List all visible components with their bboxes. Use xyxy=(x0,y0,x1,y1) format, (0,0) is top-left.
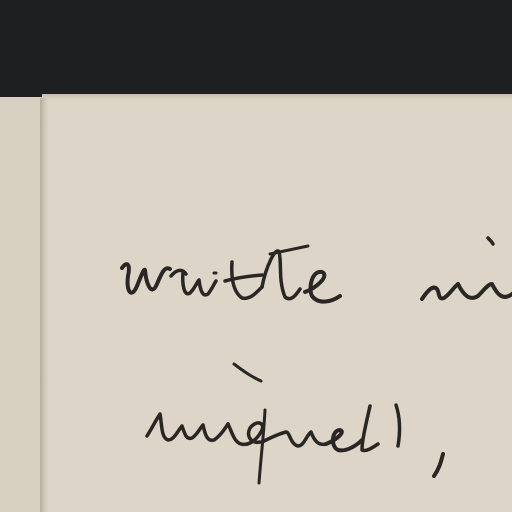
handwritten-line-1 xyxy=(122,238,512,302)
handwritten-line-2 xyxy=(147,364,443,483)
